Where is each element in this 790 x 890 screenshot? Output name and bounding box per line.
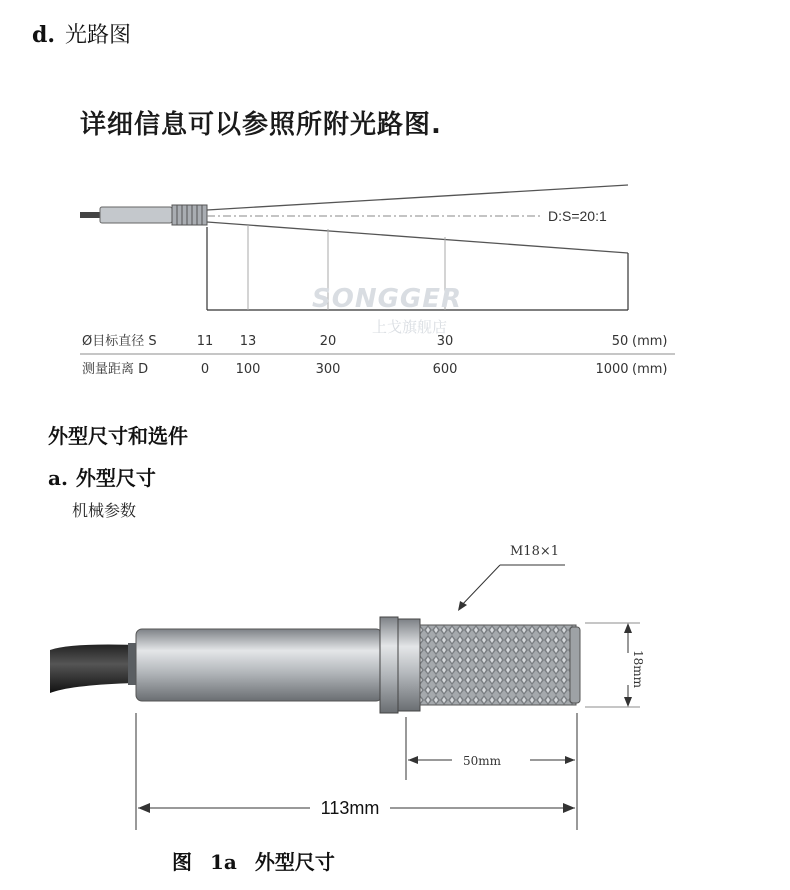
spot-value: 20 (319, 334, 337, 349)
subsection-a-heading (48, 462, 156, 491)
dia-arrow-up-icon (624, 623, 632, 633)
watermark-brand: SONGGER (312, 284, 463, 314)
watermark-cn: 上戈旗舰店 (372, 318, 448, 336)
nut-left (380, 617, 398, 713)
spot-unit: (mm) (632, 334, 668, 349)
dim-50-arrow-right-icon (565, 756, 575, 764)
thread-section (420, 625, 576, 705)
thread-label: M18×1 (510, 544, 560, 559)
dim-113-arrow-left-icon (138, 803, 150, 813)
spot-value: 13 (239, 334, 257, 349)
section-dims-title: 外型尺寸和选件 (48, 424, 188, 448)
thread-leader-line (460, 565, 500, 607)
distance-value: 1000 (595, 362, 629, 377)
spot-value: 11 (196, 334, 214, 349)
distance-row-label: 测量距离 D (82, 362, 149, 377)
diameter-label: 18mm (631, 649, 645, 689)
figure-caption (172, 846, 353, 875)
spot-row-label: Ø目标直径 S (82, 334, 157, 349)
mechanical-params-label: 机械参数 (72, 501, 137, 520)
spot-value: 30 (436, 334, 454, 349)
nut-right (398, 619, 420, 711)
caption-text: 外型尺寸 (254, 850, 335, 874)
dia-arrow-down-icon (624, 697, 632, 707)
dim-50-arrow-left-icon (408, 756, 418, 764)
thread-arrow-icon (458, 601, 467, 611)
subsection-a-marker: a. (48, 466, 68, 490)
distance-value: 600 (432, 362, 458, 377)
distance-value: 0 (200, 362, 210, 377)
sensor-probe-icon (80, 205, 207, 225)
intro-text: 详细信息可以参照所附光路图. (80, 110, 442, 140)
cone-upper-line (207, 185, 628, 210)
total-length-label: 113mm (320, 798, 380, 818)
distance-unit: (mm) (632, 362, 668, 377)
section-d-marker: d. (32, 22, 56, 48)
optical-path-diagram (60, 165, 700, 395)
thread-length-label: 50mm (462, 754, 502, 768)
dim-113-arrow-right-icon (563, 803, 575, 813)
distance-value: 100 (235, 362, 261, 377)
cone-lower-line (207, 222, 628, 253)
section-d-heading (32, 18, 131, 49)
caption-prefix: 图 (172, 850, 192, 874)
sensor-body (136, 629, 382, 701)
sensor-tip (570, 627, 580, 703)
ratio-label: D:S=20:1 (548, 208, 607, 224)
cable (50, 645, 135, 693)
distance-value: 300 (315, 362, 341, 377)
spot-value: 50 (611, 334, 629, 349)
subsection-a-title: 外型尺寸 (75, 466, 156, 490)
caption-number: 1a (210, 850, 237, 874)
section-d-title: 光路图 (65, 23, 132, 48)
mechanical-drawing (40, 535, 700, 835)
